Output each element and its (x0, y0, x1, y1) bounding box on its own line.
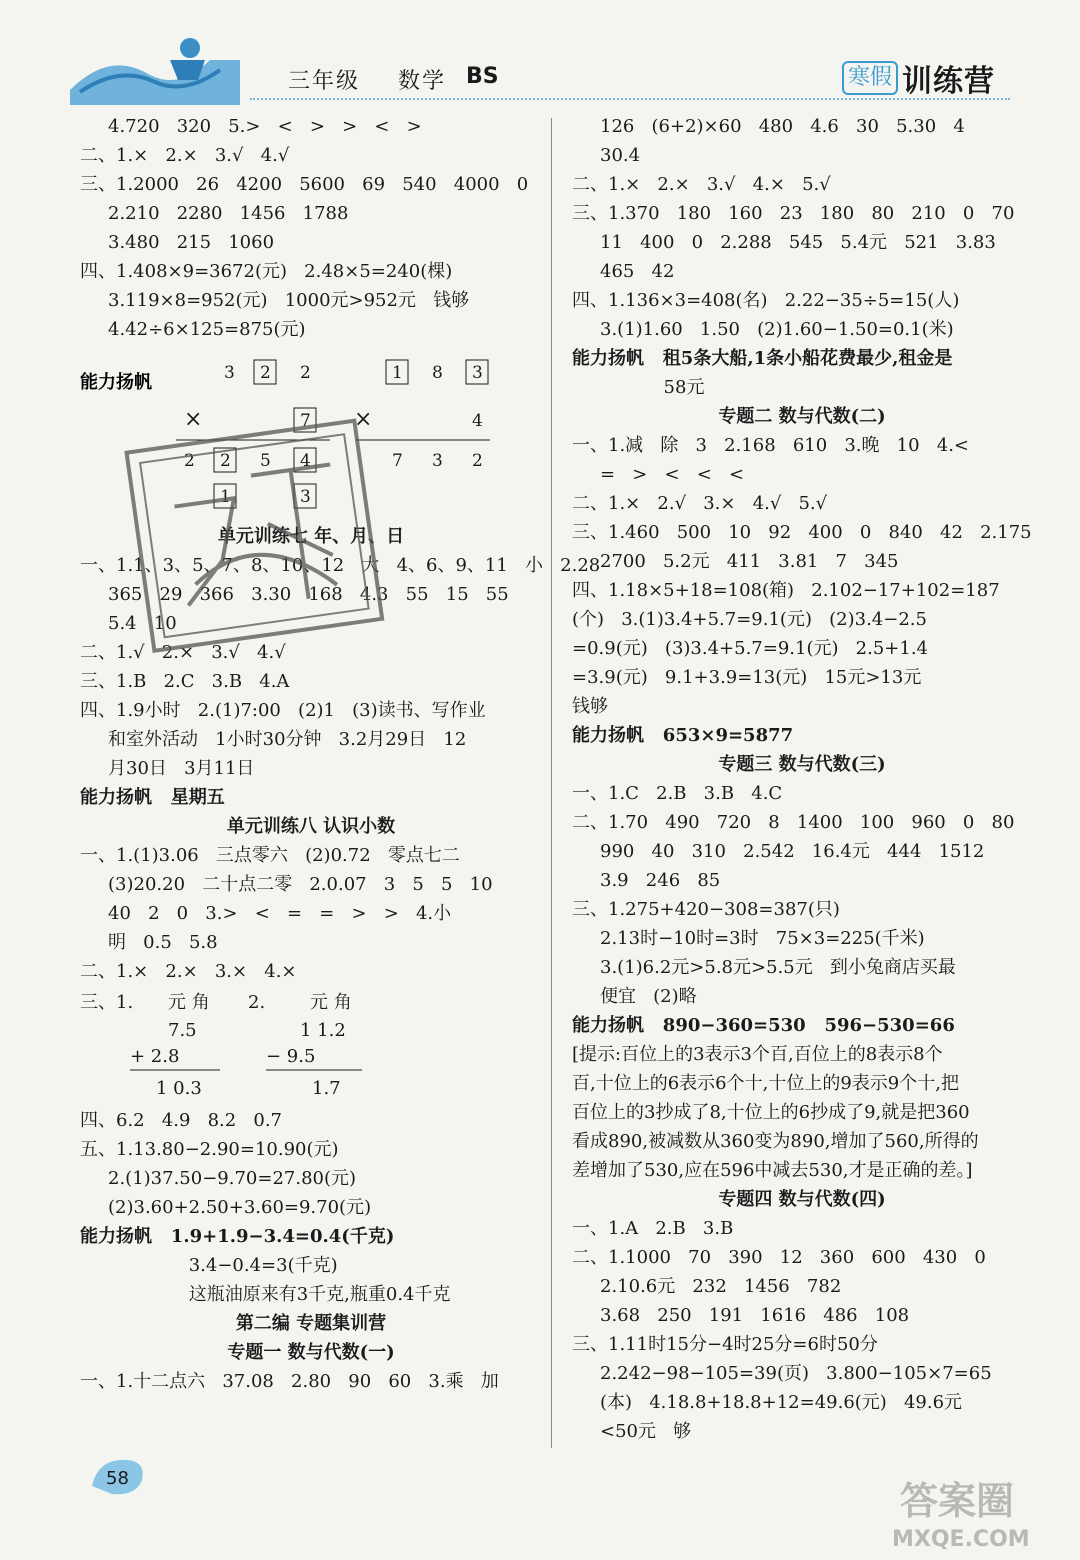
answer-line: 能力扬帆 890−360=530 596−530=66 (572, 1015, 955, 1036)
answer-line: 3.(1)6.2元>5.8元>5.5元 到小兔商店买最 (600, 957, 956, 978)
answer-line: 三、1.B 2.C 3.B 4.A (80, 671, 290, 692)
answer-line: 4.720 320 5.> < > > < > (108, 116, 422, 137)
edition-label: BS (466, 64, 499, 89)
answer-line: = > < < < (600, 464, 745, 485)
answer-line: =0.9(元) (3)3.4+5.7=9.1(元) 2.5+1.4 (572, 638, 929, 659)
seal-stamp (110, 405, 410, 675)
answer-line: 二、1.× 2.× 3.√ 4.√ (80, 145, 290, 166)
answer-line: 11 400 0 2.288 545 5.4元 521 3.83 (600, 232, 996, 253)
puzzle-digit: 1 (220, 487, 231, 507)
section-heading: 专题三 数与代数(三) (718, 754, 886, 775)
puzzle-digit: 7 (392, 451, 403, 471)
answer-line: 一、1.A 2.B 3.B (572, 1218, 734, 1239)
answer-line: 四、1.9小时 2.(1)7:00 (2)1 (3)读书、写作业 (80, 700, 486, 721)
answer-line: 2.210 2280 1456 1788 (108, 203, 349, 224)
answer-line: 4.42÷6×125=875(元) (108, 319, 306, 340)
subtrahend: − 9.5 (266, 1046, 316, 1067)
answer-line: 30.4 (600, 145, 641, 166)
brand-logo (842, 60, 996, 99)
answer-line: 三、1.275+420−308=387(只) (572, 899, 840, 920)
puzzle-operator: × (184, 407, 203, 432)
answer-line: <50元 够 (600, 1421, 692, 1442)
puzzle-digit: 1 (392, 363, 403, 383)
answer-line: 40 2 0 3.> < = = > > 4.小 (108, 903, 452, 924)
answer-line: 2.10.6元 232 1456 782 (600, 1276, 842, 1297)
puzzle-digit: 2 (300, 363, 311, 383)
vertical-calculation (80, 986, 542, 1106)
answer-line: 3.119×8=952(元) 1000元>952元 钱够 (108, 290, 470, 311)
answer-line: 差增加了530,应在596中减去530,才是正确的差。] (572, 1160, 973, 1181)
difference: 1.7 (312, 1078, 341, 1099)
answer-line: 990 40 310 2.542 16.4元 444 1512 (600, 841, 985, 862)
unit-header: 元 角 (310, 992, 352, 1013)
answer-line: (个) 3.(1)3.4+5.7=9.1(元) (2)3.4−2.5 (572, 609, 927, 630)
answer-line: 3.480 215 1060 (108, 232, 275, 253)
answer-line: 二、1.√ 2.× 3.√ 4.√ (80, 642, 286, 663)
answer-line: 2700 5.2元 411 3.81 7 345 (600, 551, 899, 572)
answer-line: 三、1.370 180 160 23 180 80 210 0 70 (572, 203, 1015, 224)
grade-label: 三年级 (288, 69, 361, 94)
answer-line: 3.9 246 85 (600, 870, 721, 891)
subject-label: 数学 (398, 69, 447, 94)
answer-line: (3)20.20 二十点二零 2.0.07 3 5 5 10 (108, 874, 493, 895)
vertical-q1-label: 三、1. (80, 992, 134, 1013)
answer-line: 二、1.× 2.× 3.√ 4.× 5.√ (572, 174, 831, 195)
column-arithmetic (80, 986, 542, 1106)
answer-line: 2.13时−10时=3时 75×3=225(千米) (600, 928, 925, 949)
answer-line: 百,十位上的6表示6个十,十位上的9表示9个十,把 (572, 1073, 959, 1094)
answer-line: 126 (6+2)×60 480 4.6 30 5.30 4 (600, 116, 965, 137)
answer-line: 58元 (572, 377, 705, 398)
answer-line: 三、1.460 500 10 92 400 0 840 42 2.175 (572, 522, 1032, 543)
section-heading: 专题四 数与代数(四) (718, 1189, 886, 1210)
answer-line: 这瓶油原来有3千克,瓶重0.4千克 (80, 1284, 451, 1305)
puzzle-digit: 3 (224, 363, 235, 383)
answer-line: 2.(1)37.50−9.70=27.80(元) (108, 1168, 357, 1189)
minuend: 1 1.2 (300, 1020, 346, 1041)
puzzle-digit: 2 (260, 363, 271, 383)
answer-line: 三、1.2000 26 4200 5600 69 540 4000 0 (80, 174, 529, 195)
puzzle-digit: 4 (472, 411, 483, 431)
watermark-url: MXQE.COM (892, 1527, 1030, 1552)
left-answers-bottom (80, 1106, 542, 1396)
left-answers-top (80, 112, 542, 344)
column-divider (551, 118, 552, 1448)
section-heading: 专题二 数与代数(二) (718, 406, 886, 427)
answer-line: 和室外活动 1小时30分钟 3.2月29日 12 (108, 729, 467, 750)
right-answers (572, 112, 1032, 1446)
vertical-q2-label: 2. (248, 992, 266, 1013)
answer-line: 四、6.2 4.9 8.2 0.7 (80, 1110, 282, 1131)
answer-line: 二、1.70 490 720 8 1400 100 960 0 80 (572, 812, 1015, 833)
watermark-text: 答案圈 (900, 1479, 1015, 1523)
puzzle-digit: 2 (184, 451, 195, 471)
answer-line: 二、1.× 2.× 3.× 4.× (80, 961, 297, 982)
puzzle-digit: 8 (432, 363, 443, 383)
answer-line: 465 42 (600, 261, 675, 282)
addend: + 2.8 (130, 1046, 180, 1067)
answer-line: 钱够 (572, 696, 608, 717)
answer-line: 一、1.C 2.B 3.B 4.C (572, 783, 783, 804)
puzzle-digit: 2 (472, 451, 483, 471)
answer-line: 四、1.136×3=408(名) 2.22−35÷5=15(人) (572, 290, 960, 311)
answer-line: 二、1.1000 70 390 12 360 600 430 0 (572, 1247, 986, 1268)
puzzle-digit: 3 (300, 487, 311, 507)
answer-line: 便宜 (2)略 (600, 986, 697, 1007)
answer-line: =3.9(元) 9.1+3.9=13(元) 15元>13元 (572, 667, 922, 688)
answer-line: 365 29 366 3.30 168 4.3 55 15 55 (108, 584, 509, 605)
right-column (572, 112, 1032, 1446)
answer-line: 四、1.18×5+18=108(箱) 2.102−17+102=187 (572, 580, 1000, 601)
brand-badge: 寒假 (842, 61, 898, 95)
puzzle-digit: 3 (432, 451, 443, 471)
answer-line: (2)3.60+2.50+3.60=9.70(元) (108, 1197, 372, 1218)
answer-line: 一、1.减 除 3 2.168 610 3.晚 10 4.< (572, 435, 970, 456)
answer-line: 百位上的3抄成了8,十位上的6抄成了9,就是把360 (572, 1102, 970, 1123)
answer-line: 3.68 250 191 1616 486 108 (600, 1305, 910, 1326)
answer-line: 能力扬帆 租5条大船,1条小船花费最少,租金是 (572, 348, 953, 369)
section-heading: 单元训练七 年、月、日 (217, 526, 405, 547)
answer-line: 二、1.× 2.√ 3.× 4.√ 5.√ (572, 493, 828, 514)
answer-line: 3.(1)1.60 1.50 (2)1.60−1.50=0.1(米) (600, 319, 954, 340)
answer-line: 五、1.13.80−2.90=10.90(元) (80, 1139, 339, 1160)
page-number: 58 (106, 1468, 129, 1489)
puzzle-digit: 7 (300, 411, 311, 431)
puzzle-operator: × (354, 407, 373, 432)
brand-title: 训练营 (902, 64, 996, 99)
answer-line: 看成890,被减数从360变为890,增加了560,所得的 (572, 1131, 979, 1152)
left-column (80, 112, 601, 1396)
addend: 7.5 (168, 1020, 197, 1041)
wave-decoration-icon (70, 30, 240, 105)
answer-line: [提示:百位上的3表示3个百,百位上的8表示8个 (572, 1044, 943, 1065)
answer-line: 3.4−0.4=3(千克) (80, 1255, 338, 1276)
answer-line: 5.4 10 (108, 613, 177, 634)
answer-line: 三、1.11时15分−4时25分=6时50分 (572, 1334, 878, 1355)
site-watermark (880, 1470, 1070, 1555)
puzzle-digit: 2 (220, 451, 231, 471)
sum: 1 0.3 (156, 1078, 202, 1099)
section-heading: 单元训练八 认识小数 (226, 816, 396, 837)
page-header (0, 0, 1080, 108)
answer-line: 一、1.十二点六 37.08 2.80 90 60 3.乘 加 (80, 1371, 499, 1392)
page-number-badge (88, 1448, 148, 1498)
answer-line: 2.242−98−105=39(页) 3.800−105×7=65 (600, 1363, 992, 1384)
answer-line: 一、1.1、3、5、7、8、10、12 大 4、6、9、11 小 2.28 (80, 555, 601, 576)
answer-line: (本) 4.18.8+18.8+12=49.6(元) 49.6元 (600, 1392, 963, 1413)
puzzle-digit: 3 (472, 363, 483, 383)
answer-line: 月30日 3月11日 (108, 758, 255, 779)
puzzle-digit: 5 (260, 451, 271, 471)
unit-header: 元 角 (168, 992, 210, 1013)
puzzle-digit: 4 (300, 451, 311, 471)
puzzle-label: 能力扬帆 (80, 372, 152, 393)
answer-line: 明 0.5 5.8 (108, 932, 218, 953)
section-heading: 第二编 专题集训营 (235, 1313, 387, 1334)
answer-line: 能力扬帆 星期五 (80, 787, 225, 808)
answer-line: 能力扬帆 653×9=5877 (572, 725, 794, 746)
answer-line: 四、1.408×9=3672(元) 2.48×5=240(棵) (80, 261, 453, 282)
answer-line: 一、1.(1)3.06 三点零六 (2)0.72 零点七二 (80, 845, 460, 866)
section-heading: 专题一 数与代数(一) (227, 1342, 395, 1363)
answer-line: 能力扬帆 1.9+1.9−3.4=0.4(千克) (80, 1226, 395, 1247)
header-rule (250, 98, 1010, 100)
